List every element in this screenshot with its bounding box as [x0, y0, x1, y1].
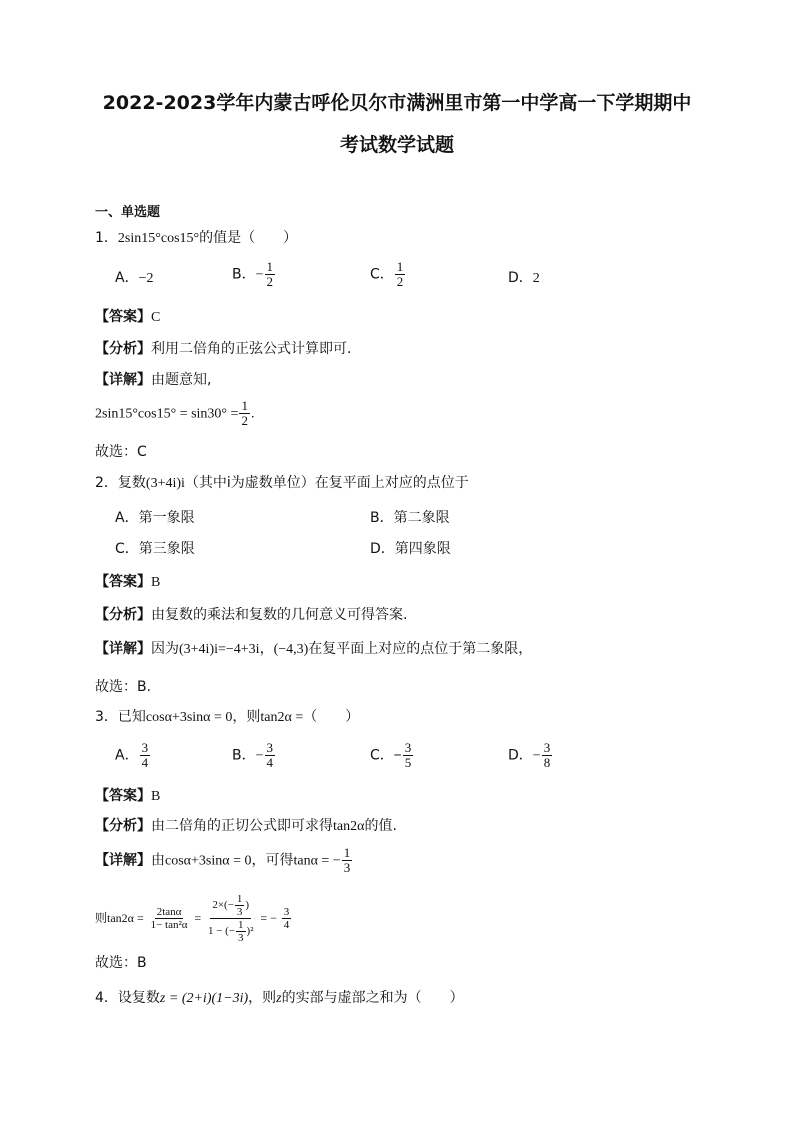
q3-stem-text: ，则: [232, 709, 261, 725]
option-label: D．: [508, 270, 533, 286]
denominator: 4: [266, 755, 274, 770]
q3-expression: cosα+3sinα = 0: [145, 710, 233, 725]
q1-detail: [95, 371, 211, 389]
denominator: 4: [283, 919, 290, 931]
q3-option-c: [370, 741, 414, 770]
analysis-text: 由复数的乘法和复数的几何意义可得答案.: [151, 607, 408, 623]
denominator: 1− tan²α: [150, 919, 188, 931]
detail-expression: (3+4i)i=−4+3i: [179, 642, 260, 657]
denominator: 3: [238, 932, 244, 944]
detail-text: ，可得: [251, 852, 294, 869]
denominator: 3: [343, 860, 351, 875]
q4-stem-text: 的实部与虚部之和为（ ）: [281, 990, 464, 1006]
q2-detail: [95, 640, 532, 659]
option-label: C．: [370, 747, 394, 764]
q1-number: 1．: [95, 230, 118, 246]
numerator: 3: [266, 740, 274, 755]
q2-option-a: A．第一象限: [115, 510, 195, 526]
q1-option-a: [115, 269, 153, 288]
q3-answer: [95, 787, 160, 806]
q2-number: 2．复数: [95, 475, 146, 491]
fraction: [403, 741, 414, 770]
answer-tag: 【答案】: [95, 574, 151, 590]
q1-answer: [95, 308, 160, 327]
answer-value: B: [151, 575, 161, 590]
numerator-part: 2×(−: [212, 899, 234, 912]
numerator: 1: [238, 919, 244, 931]
q2-option-c: C．第三象限: [115, 541, 195, 557]
fraction: [235, 893, 245, 918]
q1-option-d: [508, 269, 540, 288]
q2-answer: [95, 573, 160, 592]
question-1-stem: [95, 229, 297, 248]
numerator: 1: [266, 259, 274, 274]
fraction: [239, 399, 250, 428]
denominator: [206, 919, 256, 944]
q3-option-b: [232, 741, 276, 770]
q1-option-b: [232, 260, 276, 289]
option-value: −2: [138, 271, 154, 286]
option-value: 2: [532, 271, 540, 286]
analysis-text: 由二倍角的正切公式即可求得: [151, 818, 333, 834]
option-label: D．: [508, 747, 533, 764]
numerator: 3: [543, 740, 551, 755]
q3-option-d: [508, 741, 553, 770]
detail-text: 在复平面上对应的点位于第二象限，: [308, 641, 533, 657]
q2-option-b: B．第二象限: [370, 510, 450, 526]
equation-end: .: [250, 406, 255, 422]
option-label: C．: [370, 266, 394, 283]
numerator: 3: [404, 740, 412, 755]
numerator: [210, 893, 251, 919]
q1-expression: 2sin15°cos15°: [117, 231, 200, 246]
option-sign: −: [255, 267, 264, 283]
answer-value: B: [151, 789, 161, 804]
fraction: [342, 846, 353, 875]
q3-calculation: [95, 893, 292, 944]
analysis-text: 的值.: [364, 818, 397, 834]
denominator: 8: [543, 755, 551, 770]
detail-text: ，: [259, 641, 274, 657]
detail-tag: 【详解】: [95, 641, 151, 657]
equals-sign: =: [194, 911, 202, 925]
option-sign: −: [255, 748, 264, 764]
q1-analysis: [95, 340, 351, 358]
q2-option-d: D．第四象限: [370, 541, 451, 557]
option-label: B．: [232, 266, 256, 283]
option-label: A．: [115, 270, 139, 286]
numerator: 2tanα: [156, 906, 182, 918]
q3-detail: [95, 846, 353, 875]
denominator: 2: [266, 274, 274, 289]
fraction: [395, 260, 406, 289]
fraction: [282, 906, 292, 931]
q4-number: 4．设复数: [95, 990, 160, 1006]
page-title-line1: 2022-2023学年内蒙古呼伦贝尔市满洲里市第一中学高一下学期期中: [102, 92, 692, 114]
denominator-part: 1 − (−: [207, 925, 236, 938]
numerator: 1: [241, 398, 248, 413]
q3-expression: tan2α =: [260, 710, 304, 725]
fraction: [149, 906, 190, 931]
q4-expression: z = (2+i)(1−3i): [159, 991, 249, 1006]
denominator: 5: [404, 755, 412, 770]
option-label: A．: [115, 747, 139, 764]
fraction: [542, 741, 553, 770]
calc-lhs: tan2α =: [107, 911, 144, 925]
numerator: 3: [283, 906, 290, 918]
q2-analysis: [95, 606, 407, 624]
q1-equation: [95, 399, 254, 428]
analysis-expression: tan2α: [333, 819, 365, 834]
fraction: [265, 260, 276, 289]
denominator: 4: [141, 755, 149, 770]
detail-point: (−4,3): [273, 642, 309, 657]
q3-choose: 故选：B: [95, 955, 147, 971]
q4-variable: z: [276, 991, 282, 1006]
analysis-tag: 【分析】: [95, 818, 151, 834]
option-sign: −: [393, 748, 402, 764]
page-title-line2: 考试数学试题: [339, 134, 454, 156]
q3-stem-text: （ ）: [303, 709, 360, 725]
analysis-tag: 【分析】: [95, 341, 151, 357]
calc-text: 则: [95, 911, 108, 925]
equation-lhs: 2sin15°cos15° = sin30° =: [95, 406, 239, 422]
detail-expression: cosα+3sinα = 0: [165, 853, 252, 869]
fraction: [140, 741, 151, 770]
question-3-stem: [95, 708, 359, 727]
answer-tag: 【答案】: [95, 309, 151, 325]
detail-expression: tanα = −: [293, 853, 341, 869]
q1-stem-text: 的值是（ ）: [199, 230, 298, 246]
fraction: [236, 919, 246, 944]
answer-tag: 【答案】: [95, 788, 151, 804]
analysis-tag: 【分析】: [95, 607, 151, 623]
q4-stem-text: ，则: [248, 990, 277, 1006]
detail-tag: 【详解】: [95, 372, 151, 388]
q1-choose: 故选：C: [95, 444, 147, 460]
q3-analysis: [95, 817, 397, 836]
q3-number: 3．已知: [95, 709, 146, 725]
answer-value: C: [151, 310, 161, 325]
numerator: 3: [141, 740, 149, 755]
q3-option-a: [115, 741, 151, 770]
analysis-text: 利用二倍角的正弦公式计算即可.: [151, 341, 352, 357]
fraction: [265, 741, 276, 770]
question-2-stem: [95, 474, 469, 493]
q2-stem-text: （其中i为虚数单位）在复平面上对应的点位于: [184, 475, 469, 491]
numerator: 1: [236, 893, 243, 905]
option-label: B．: [232, 747, 256, 764]
section-heading: 一、单选题: [95, 205, 161, 220]
q1-option-c: [370, 260, 406, 289]
equals-sign: = −: [260, 911, 277, 925]
numerator-part: ): [245, 899, 250, 912]
denominator: 3: [236, 906, 243, 918]
option-sign: −: [532, 748, 541, 764]
detail-text: 因为: [151, 641, 179, 657]
detail-tag: 【详解】: [95, 852, 151, 869]
denominator-part: )²: [246, 925, 254, 938]
compound-fraction: [206, 893, 256, 944]
q2-choose: 故选：B.: [95, 679, 152, 695]
denominator: 2: [396, 274, 404, 289]
denominator: 2: [241, 413, 248, 428]
numerator: 1: [396, 259, 404, 274]
q2-expression: (3+4i)i: [145, 476, 185, 491]
detail-text: 由题意知,: [151, 372, 212, 388]
question-4-stem: [95, 989, 464, 1008]
numerator: 1: [343, 845, 351, 860]
detail-text: 由: [151, 852, 165, 869]
